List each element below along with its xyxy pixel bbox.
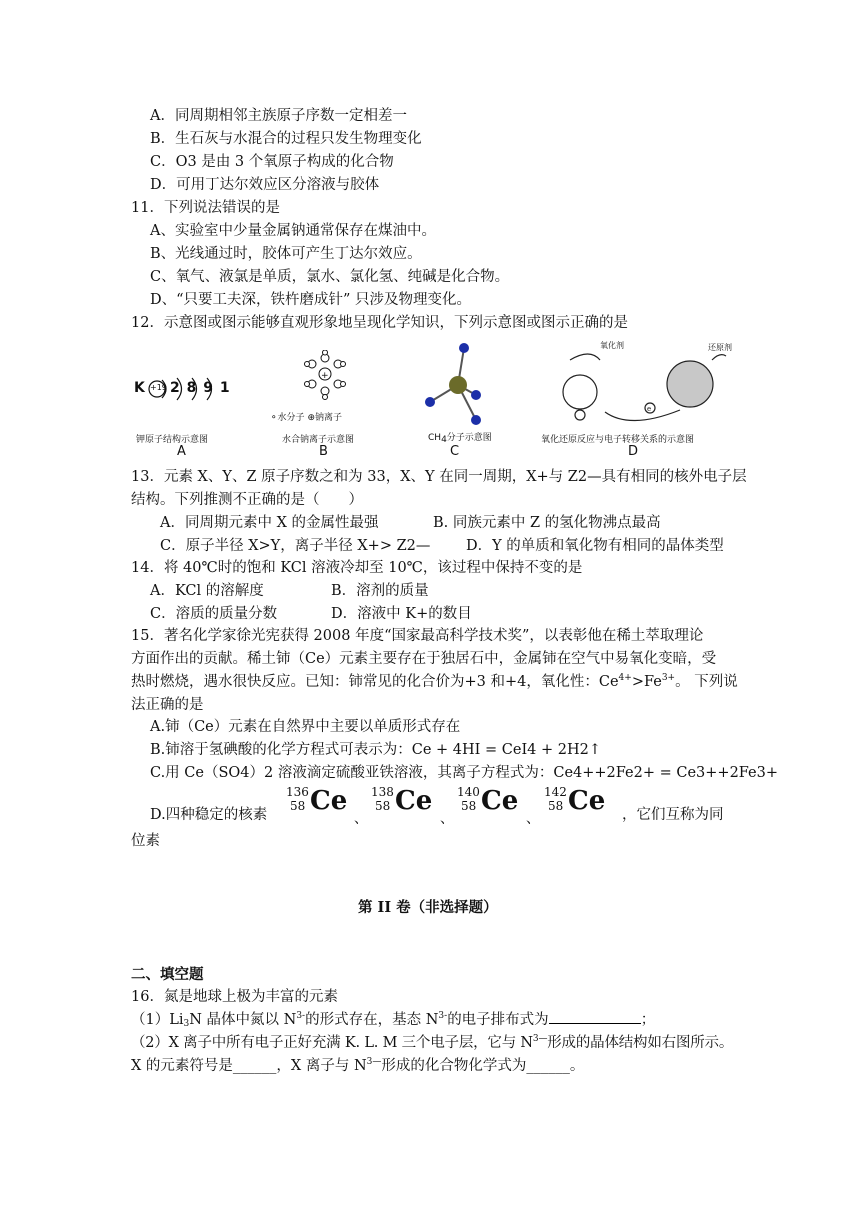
sodium-ion-icon: ⊕ (307, 413, 315, 423)
figure-b-legend (270, 410, 342, 423)
isotope-mass: 142 (544, 785, 567, 799)
figure-d-redox-cartoon (540, 340, 740, 430)
q16-part3 (131, 1055, 584, 1077)
n-charge: 3- (438, 1011, 448, 1021)
figure-c-caption (428, 430, 492, 443)
methane-ball-stick-icon (420, 340, 490, 430)
q10-option-b: B．生石灰与水混合的过程只发生物理变化 (150, 131, 422, 147)
reductant-label: 还原剂 (708, 343, 732, 352)
q15-stem3-post: 。 下列说 (675, 674, 738, 690)
figure-b-letter: B (319, 444, 328, 459)
isotope-symbol: Ce (310, 786, 348, 816)
legend-na-label: 钠离子 (314, 413, 342, 423)
q16-part1 (131, 1009, 655, 1031)
q16-p1-mid: N 晶体中氮以 N (189, 1012, 297, 1028)
figure-a-caption: 钾原子结构示意图 (136, 435, 209, 445)
q15-stem3-mid: >Fe (631, 674, 662, 690)
oxidant-label: 氧化剂 (600, 341, 624, 350)
isotope-symbol: Ce (568, 786, 606, 816)
q15-stem-line3 (131, 671, 738, 693)
figure-d-letter: D (628, 444, 639, 459)
isotope-atomic-number: 58 (375, 799, 391, 813)
q16-p2-post: 形成的晶体结构如右图所示。 (547, 1035, 734, 1051)
caption-post: 分子示意图 (446, 433, 492, 443)
electron-shells: 2 8 9 1 (170, 380, 231, 396)
figure-c-methane-model (420, 340, 490, 430)
q16-p2-pre: （2）X 离子中所有电子正好充满 K. L. M 三个电子层，它与 N (131, 1035, 533, 1051)
q11-option-d: D、“只要工夫深，铁杵磨成针” 只涉及物理变化。 (150, 292, 472, 308)
q12-stem: 12．示意图或图示能够直观形象地呈现化学知识，下列示意图或图示正确的是 (131, 315, 628, 331)
q11-option-b: B、光线通过时，胶体可产生丁达尔效应。 (150, 246, 422, 262)
isotope-separator: 、 (440, 811, 454, 827)
isotope-atomic-number: 58 (290, 799, 306, 813)
q15-option-b: B.铈溶于氢碘酸的化学方程式可表示为：Ce + 4HI = CeI4 + 2H2↑ (150, 742, 602, 758)
q10-option-a: A．同周期相邻主族原子序数一定相差一 (150, 108, 407, 124)
q15-stem-line1: 15．著名化学家徐光宪获得 2008 年度“国家最高科学技术奖”，以表彰他在稀土萃取理论 (131, 628, 704, 644)
q10-option-d: D．可用丁达尔效应区分溶液与胶体 (150, 177, 380, 193)
part2-title: 第 II 卷（非选择题） (358, 899, 498, 916)
q16-p3-post: 形成的化合物化学式为______。 (381, 1058, 585, 1074)
figure-b-hydrated-sodium (290, 350, 360, 400)
q15-stem3-text: 热时燃烧，遇水很快反应。已知：铈常见的化合价为+3 和+4，氧化性：Ce (131, 674, 619, 690)
hydrated-ion-icon (290, 350, 360, 400)
isotope-separator: 、 (526, 811, 540, 827)
figure-b-caption: 水合钠离子示意图 (282, 435, 355, 445)
li-subscript: 3 (183, 1019, 190, 1029)
q14-option-a: A．KCl 的溶解度 (150, 583, 264, 599)
isotope-mass: 140 (457, 785, 480, 799)
q13-stem-line1: 13．元素 X、Y、Z 原子序数之和为 33，X、Y 在同一周期，X+与 Z2—具有相同的核外电子层 (131, 469, 747, 485)
nucleus-charge: +19 (150, 383, 167, 392)
q16-p3-pre: X 的元素符号是______，X 离子与 N (131, 1058, 367, 1074)
section2-title: 二、填空题 (131, 966, 204, 983)
n-charge: 3- (296, 1011, 306, 1021)
q13-option-b: B. 同族元素中 Z 的氢化物沸点最高 (433, 515, 661, 531)
q13-option-d: D．Y 的单质和氧化物有相同的晶体类型 (466, 538, 724, 554)
q15-option-d-tail: ，它们互称为同 (622, 807, 724, 823)
q14-option-d: D．溶液中 K+的数目 (331, 606, 472, 622)
q15-option-c: C.用 Ce（SO4）2 溶液滴定硫酸亚铁溶液，其离子方程式为：Ce4++2Fe2+ = Ce3++2Fe3+ (150, 765, 779, 781)
answer-blank[interactable] (549, 1009, 641, 1024)
figure-c-letter: C (450, 444, 460, 459)
q11-option-c: C、氧气、液氯是单质，氯水、氯化氢、纯碱是化合物。 (150, 269, 510, 285)
isotope-mass: 136 (286, 785, 309, 799)
q13-stem-line2: 结构。下列推测不正确的是（ ） (131, 492, 363, 508)
q16-p1-mid2: 的形式存在，基态 N (305, 1012, 439, 1028)
q14-stem: 14．将 40℃时的饱和 KCl 溶液冷却至 10℃，该过程中保持不变的是 (131, 560, 583, 576)
figure-a-letter: A (177, 444, 186, 459)
q16-part2 (131, 1032, 733, 1054)
n-charge: 3— (366, 1057, 382, 1067)
isotope-atomic-number: 58 (548, 799, 564, 813)
q16-p1-post: 的电子排布式为 (447, 1012, 549, 1028)
q14-option-c: C．溶质的质量分数 (150, 606, 278, 622)
water-molecule-icon: ⚬ (270, 413, 278, 423)
q15-option-a: A.铈（Ce）元素在自然界中主要以单质形式存在 (150, 719, 461, 735)
q11-stem: 11．下列说法错误的是 (131, 200, 280, 216)
n-charge: 3— (532, 1034, 548, 1044)
q15-option-d-line2: 位素 (131, 833, 160, 849)
q16-p1-pre: （1）Li (131, 1012, 184, 1028)
q15-stem-line4: 法正确的是 (131, 697, 204, 713)
q13-option-c: C．原子半径 X>Y，离子半径 X+> Z2— (160, 538, 431, 554)
q10-option-c: C．O3 是由 3 个氧原子构成的化合物 (150, 154, 394, 170)
fe-charge: 3+ (661, 673, 676, 683)
atom-symbol: K (134, 380, 145, 396)
figure-d-caption: 氧化还原反应与电子转移关系的示意图 (541, 435, 695, 445)
caption-sub: 4 (441, 435, 447, 445)
isotope-symbol: Ce (395, 786, 433, 816)
q15-option-d-text: D.四种稳定的核素 (150, 807, 268, 823)
figure-a-atom-structure (134, 370, 250, 410)
ce-charge: 4+ (618, 673, 632, 683)
q11-option-a: A、实验室中少量金属钠通常保存在煤油中。 (150, 223, 436, 239)
legend-water-label: 水分子 (277, 413, 305, 423)
q14-option-b: B．溶剂的质量 (331, 583, 429, 599)
caption-ch: CH (428, 433, 442, 443)
q16-p1-end: ； (640, 1012, 656, 1028)
redox-cartoon-icon (540, 340, 740, 430)
isotope-atomic-number: 58 (461, 799, 477, 813)
q15-stem-line2: 方面作出的贡献。稀土铈（Ce）元素主要存在于独居石中，金属铈在空气中易氧化变暗，受 (131, 651, 717, 667)
svg-text:e: e (647, 405, 652, 413)
q13-option-a: A．同周期元素中 X 的金属性最强 (160, 515, 379, 531)
isotope-mass: 138 (371, 785, 394, 799)
q16-stem: 16．氮是地球上极为丰富的元素 (131, 989, 338, 1005)
svg-text:+: + (321, 371, 329, 381)
isotope-symbol: Ce (481, 786, 519, 816)
isotope-separator: 、 (354, 811, 368, 827)
